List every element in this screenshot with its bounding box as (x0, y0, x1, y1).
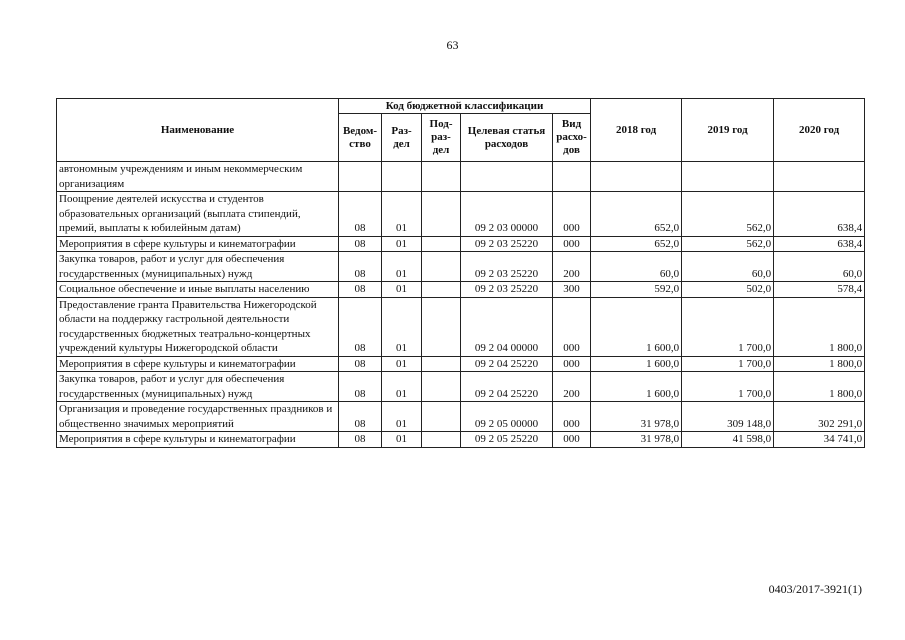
row-name: Предоставление гранта Правительства Нижегородской области на поддержку гастрольной деятельности государственных бюджетных театрально-концертных учреждений культуры Нижегородской области (57, 297, 339, 356)
row-podrazdel (422, 402, 461, 432)
row-name: Мероприятия в сфере культуры и кинематографии (57, 356, 339, 372)
row-celevaya: 09 2 04 25220 (461, 372, 553, 402)
row-value-2018 (591, 162, 682, 192)
row-value-2019: 1 700,0 (682, 356, 774, 372)
row-value-2019: 502,0 (682, 282, 774, 298)
row-vid: 000 (553, 297, 591, 356)
header-2019: 2019 год (682, 99, 774, 162)
row-vid: 000 (553, 432, 591, 448)
row-value-2018: 652,0 (591, 236, 682, 252)
row-name: автономным учреждениям и иным некоммерческим организациям (57, 162, 339, 192)
table-row (57, 236, 865, 252)
row-vedomstvo: 08 (339, 356, 382, 372)
row-podrazdel (422, 236, 461, 252)
header-name: Наименование (57, 99, 339, 162)
row-podrazdel (422, 356, 461, 372)
row-value-2019 (682, 162, 774, 192)
row-value-2018: 1 600,0 (591, 372, 682, 402)
row-razdel: 01 (382, 236, 422, 252)
row-value-2019: 562,0 (682, 236, 774, 252)
header-2020: 2020 год (774, 99, 865, 162)
row-vid: 000 (553, 356, 591, 372)
table-row (57, 432, 865, 448)
row-value-2018: 1 600,0 (591, 297, 682, 356)
row-razdel (382, 162, 422, 192)
row-value-2018: 592,0 (591, 282, 682, 298)
row-value-2020: 1 800,0 (774, 372, 865, 402)
header-vid: Вид расхо-дов (553, 114, 591, 162)
row-celevaya: 09 2 03 25220 (461, 282, 553, 298)
row-value-2020: 302 291,0 (774, 402, 865, 432)
row-vedomstvo: 08 (339, 282, 382, 298)
row-value-2018: 60,0 (591, 252, 682, 282)
table-row (57, 252, 865, 282)
row-value-2018: 31 978,0 (591, 432, 682, 448)
row-podrazdel (422, 162, 461, 192)
table-row (57, 372, 865, 402)
row-celevaya: 09 2 05 25220 (461, 432, 553, 448)
row-vedomstvo: 08 (339, 192, 382, 237)
row-value-2018: 1 600,0 (591, 356, 682, 372)
row-vid (553, 162, 591, 192)
row-name: Социальное обеспечение и иные выплаты населению (57, 282, 339, 298)
row-celevaya (461, 162, 553, 192)
row-podrazdel (422, 282, 461, 298)
page-number: 63 (446, 38, 459, 52)
row-razdel: 01 (382, 297, 422, 356)
row-value-2019: 1 700,0 (682, 372, 774, 402)
row-name: Поощрение деятелей искусства и студентов образовательных организаций (выплата стипендий, премий, выплаты к юбилейным датам) (57, 192, 339, 237)
row-value-2019: 41 598,0 (682, 432, 774, 448)
header-vedomstvo: Ведом-ство (339, 114, 382, 162)
row-name: Мероприятия в сфере культуры и кинематографии (57, 236, 339, 252)
row-value-2018: 652,0 (591, 192, 682, 237)
row-vid: 000 (553, 402, 591, 432)
row-celevaya: 09 2 04 00000 (461, 297, 553, 356)
row-podrazdel (422, 432, 461, 448)
row-razdel: 01 (382, 282, 422, 298)
row-value-2020: 34 741,0 (774, 432, 865, 448)
row-value-2019: 1 700,0 (682, 297, 774, 356)
row-name: Закупка товаров, работ и услуг для обеспечения государственных (муниципальных) нужд (57, 252, 339, 282)
row-podrazdel (422, 372, 461, 402)
row-vid: 000 (553, 236, 591, 252)
row-vedomstvo: 08 (339, 297, 382, 356)
row-celevaya: 09 2 04 25220 (461, 356, 553, 372)
table-row (57, 402, 865, 432)
row-vid: 200 (553, 252, 591, 282)
table-body (57, 162, 865, 448)
row-value-2020: 1 800,0 (774, 297, 865, 356)
row-vid: 300 (553, 282, 591, 298)
row-podrazdel (422, 192, 461, 237)
row-razdel: 01 (382, 252, 422, 282)
header-razdel: Раз-дел (382, 114, 422, 162)
row-name: Мероприятия в сфере культуры и кинематографии (57, 432, 339, 448)
row-celevaya: 09 2 03 00000 (461, 192, 553, 237)
row-vid: 000 (553, 192, 591, 237)
row-value-2019: 562,0 (682, 192, 774, 237)
row-vid: 200 (553, 372, 591, 402)
row-value-2020 (774, 162, 865, 192)
row-podrazdel (422, 297, 461, 356)
header-2018: 2018 год (591, 99, 682, 162)
table-header (57, 99, 865, 162)
row-value-2020: 60,0 (774, 252, 865, 282)
document-code: 0403/2017-3921(1) (768, 582, 862, 596)
row-razdel: 01 (382, 402, 422, 432)
row-value-2018: 31 978,0 (591, 402, 682, 432)
budget-table (56, 98, 865, 448)
row-value-2020: 638,4 (774, 236, 865, 252)
table-row (57, 356, 865, 372)
row-value-2019: 60,0 (682, 252, 774, 282)
table-row (57, 282, 865, 298)
row-value-2020: 578,4 (774, 282, 865, 298)
row-vedomstvo: 08 (339, 432, 382, 448)
row-celevaya: 09 2 05 00000 (461, 402, 553, 432)
row-value-2019: 309 148,0 (682, 402, 774, 432)
row-vedomstvo: 08 (339, 402, 382, 432)
table-row (57, 297, 865, 356)
row-value-2020: 1 800,0 (774, 356, 865, 372)
row-vedomstvo: 08 (339, 252, 382, 282)
row-razdel: 01 (382, 432, 422, 448)
row-name: Закупка товаров, работ и услуг для обеспечения государственных (муниципальных) нужд (57, 372, 339, 402)
header-podrazdel: Под-раз-дел (422, 114, 461, 162)
row-vedomstvo (339, 162, 382, 192)
header-celevaya: Целевая статья расходов (461, 114, 553, 162)
row-name: Организация и проведение государственных праздников и общественно значимых мероприятий (57, 402, 339, 432)
header-code-group: Код бюджетной классификации (339, 99, 591, 114)
row-value-2020: 638,4 (774, 192, 865, 237)
row-vedomstvo: 08 (339, 372, 382, 402)
table-row (57, 162, 865, 192)
row-razdel: 01 (382, 192, 422, 237)
row-celevaya: 09 2 03 25220 (461, 252, 553, 282)
row-razdel: 01 (382, 372, 422, 402)
table-row (57, 192, 865, 237)
row-podrazdel (422, 252, 461, 282)
row-vedomstvo: 08 (339, 236, 382, 252)
row-razdel: 01 (382, 356, 422, 372)
row-celevaya: 09 2 03 25220 (461, 236, 553, 252)
